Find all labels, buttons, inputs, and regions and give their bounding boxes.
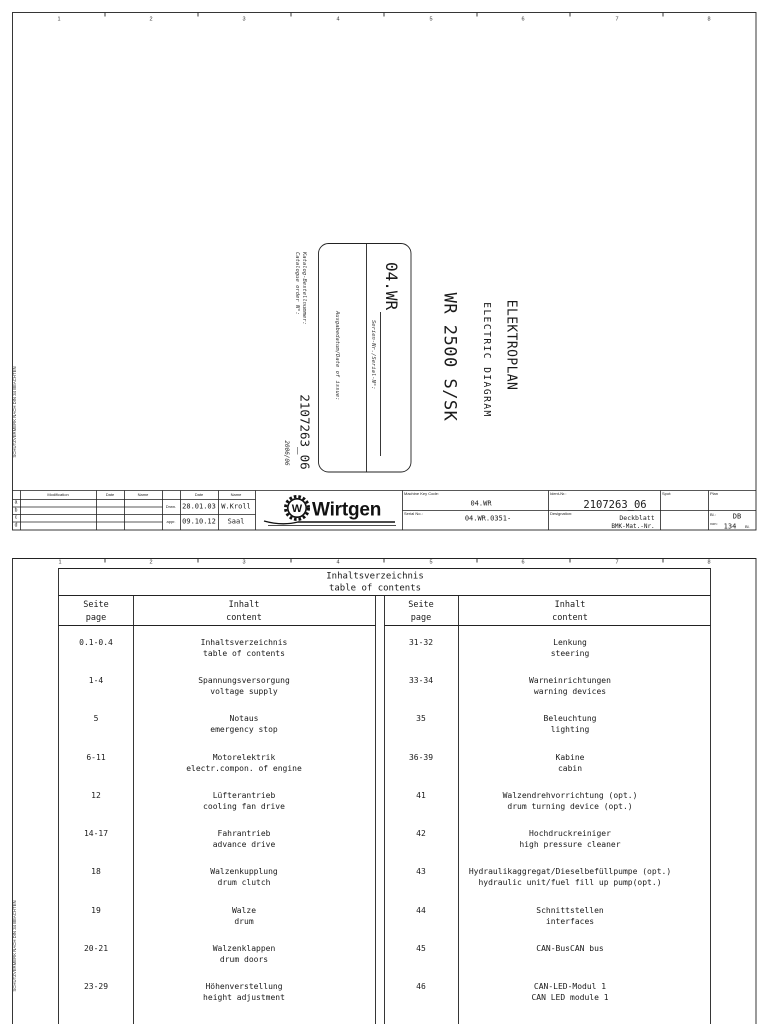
drawn-date: 28.01.03 xyxy=(182,502,216,511)
toc-right-title-de: CAN-LED-Modul 1 xyxy=(533,982,607,991)
column-number: 6 xyxy=(521,559,525,566)
column-number: 5 xyxy=(429,559,433,566)
toc-left-title-de: Walze xyxy=(231,906,257,915)
toc-left-title-de: Spannungsversorgung xyxy=(198,676,290,685)
header-content-de: Inhalt xyxy=(554,599,586,610)
column-number: 7 xyxy=(615,16,619,23)
cover-model: WR 2500 S/SK xyxy=(439,292,460,422)
approval-header-date: Date xyxy=(194,492,204,497)
of-label: von: xyxy=(710,521,718,526)
column-number: 4 xyxy=(336,559,340,566)
revision-row-letter: b xyxy=(14,507,18,513)
plan-label: Plan xyxy=(710,491,719,496)
cover-subtitle: ELECTRIC DIAGRAM xyxy=(480,302,492,418)
revision-row-letter: d xyxy=(14,522,18,529)
toc-left-title-de: Lüfterantrieb xyxy=(212,791,276,800)
revision-header-modification: Modification xyxy=(47,492,69,497)
designation-sub-value: BMK-Mat.-Nr. xyxy=(611,523,655,530)
toc-right-title-de: Walzendrehvorrichtung (opt.) xyxy=(502,791,638,800)
machine-key-value: 04.WR xyxy=(470,499,492,508)
column-number: 3 xyxy=(242,16,246,23)
toc-left-title-de: Motorelektrik xyxy=(212,753,276,762)
serial-label: Serial No.: xyxy=(404,511,423,516)
toc-right-page: 43 xyxy=(416,867,426,876)
revision-header-name: Name xyxy=(137,492,149,497)
toc-right-title-en: steering xyxy=(550,649,590,658)
toc-right-title-en: high pressure cleaner xyxy=(519,840,621,849)
drawn-name: W.Kroll xyxy=(221,502,251,511)
approved-label: appr. xyxy=(166,519,176,524)
revision-row-letter: c xyxy=(14,514,18,521)
toc-right-title-en: hydraulic unit/fuel fill up pump(opt.) xyxy=(478,878,662,887)
toc-left-page: 14-17 xyxy=(83,829,109,838)
toc-right-page: 33-34 xyxy=(408,676,434,685)
column-number: 1 xyxy=(58,559,62,566)
column-number: 6 xyxy=(521,16,525,23)
toc-right-title-de: Lenkung xyxy=(553,638,587,647)
logo-wordmark: Wirtgen xyxy=(312,499,382,521)
toc-right-title-en: warning devices xyxy=(533,687,607,696)
cover-catalogue-number: 2107263_06 xyxy=(297,394,313,470)
cover-issue-label: Ausgabedatum/Date of issue: xyxy=(333,311,340,401)
toc-left-title-en: voltage supply xyxy=(210,687,278,696)
header-page-en: page xyxy=(85,612,107,623)
approval-header-name: Name xyxy=(230,492,242,497)
approved-name: Saal xyxy=(227,517,245,526)
cover-title: ELEKTROPLAN xyxy=(503,299,519,391)
ident-value: 2107263_06 xyxy=(583,498,647,511)
toc-left-page: 5 xyxy=(93,714,99,723)
toc-left-page: 6-11 xyxy=(86,753,106,762)
header-page-de: Seite xyxy=(83,599,109,610)
cover-serial-label: Serien-Nr./Serial-N°: xyxy=(369,320,376,390)
toc-left-page: 12 xyxy=(91,791,101,800)
toc-right-page: 36-39 xyxy=(408,753,434,762)
protection-note: SCHUTZVERMERK NACH DIN 34 BEACHTEN xyxy=(11,366,17,458)
column-number: 1 xyxy=(57,16,61,23)
toc-title: Inhaltsverzeichnis xyxy=(326,571,424,582)
header-content-en: content xyxy=(226,612,262,623)
spot-label: Spot: xyxy=(662,491,672,496)
column-number: 2 xyxy=(149,16,153,23)
toc-right-page: 45 xyxy=(416,944,426,953)
cover-issue-date: 2006/06 xyxy=(283,440,290,466)
toc-right-title-en: cabin xyxy=(557,764,583,773)
toc-right-title-de: Beleuchtung xyxy=(543,714,597,723)
header-page-de: Seite xyxy=(408,599,434,610)
toc-left-title-en: height adjustment xyxy=(203,993,285,1002)
column-number: 5 xyxy=(429,16,433,23)
designation-value: Deckblatt xyxy=(619,513,655,522)
toc-left-page: 19 xyxy=(91,906,101,915)
toc-right-title-de: Kabine xyxy=(555,753,585,762)
serial-value: 04.WR.0351- xyxy=(464,514,512,523)
toc-right-page: 31-32 xyxy=(408,638,434,647)
toc-right-page: 46 xyxy=(416,982,426,991)
toc-left-title-en: drum clutch xyxy=(217,878,271,887)
toc-subtitle: table of contents xyxy=(328,583,422,594)
header-page-en: page xyxy=(410,612,432,623)
toc-right-page: 41 xyxy=(416,791,426,800)
toc-right-page: 42 xyxy=(416,829,426,838)
toc-left-title-de: Höhenverstellung xyxy=(205,982,283,991)
revision-header-date: Date xyxy=(105,492,115,497)
column-number: 7 xyxy=(615,559,619,566)
toc-right-page: 44 xyxy=(416,906,426,915)
column-number: 8 xyxy=(707,559,711,566)
toc-left-title-de: Fahrantrieb xyxy=(217,829,271,838)
logo-monogram: W xyxy=(291,503,303,515)
toc-left-title-en: advance drive xyxy=(212,840,276,849)
sheet-value: DB xyxy=(732,512,742,521)
toc-left-title-en: cooling fan drive xyxy=(203,802,285,811)
revision-row-letter: a xyxy=(14,499,18,506)
toc-right-title-de: Hochdruckreiniger xyxy=(529,829,611,838)
total-sheets-unit: Bl. xyxy=(745,524,750,529)
column-number: 4 xyxy=(336,16,340,23)
cover-machine-key: 04.WR xyxy=(382,262,401,311)
toc-left-title-en: electr.compon. of engine xyxy=(186,764,302,773)
toc-right-title-de: CAN-BusCAN bus xyxy=(536,944,604,953)
toc-right-title-en: lighting xyxy=(550,725,590,734)
cover-catalogue-label-en: Catalogue order N°: xyxy=(293,252,300,315)
toc-right-title-de: Hydraulikaggregat/Dieselbefüllpumpe (opt.) xyxy=(468,867,672,876)
toc-left-title-en: drum doors xyxy=(219,955,269,964)
header-content-de: Inhalt xyxy=(228,599,260,610)
column-number: 2 xyxy=(149,559,153,566)
toc-left-title-de: Inhaltsverzeichnis xyxy=(200,638,288,647)
column-number: 3 xyxy=(242,559,246,566)
toc-left-page: 23-29 xyxy=(83,982,109,991)
toc-right-title-de: Warneinrichtungen xyxy=(529,676,611,685)
toc-left-title-de: Notaus xyxy=(229,714,259,723)
toc-right-page: 35 xyxy=(416,714,426,723)
column-number: 8 xyxy=(707,16,711,23)
header-content-en: content xyxy=(552,612,588,623)
toc-left-page: 20-21 xyxy=(83,944,109,953)
approved-date: 09.10.12 xyxy=(182,517,216,526)
toc-right-title-en: drum turning device (opt.) xyxy=(507,802,633,811)
designation-label: Designation: xyxy=(550,511,573,516)
cover-catalogue-label-de: Katalog-Bestellnummer: xyxy=(300,252,307,325)
toc-left-title-en: table of contents xyxy=(203,649,285,658)
toc-left-page: 0.1-0.4 xyxy=(79,638,113,647)
total-sheets-value: 134 xyxy=(723,522,737,531)
toc-left-title-de: Walzenkupplung xyxy=(210,867,278,876)
toc-left-title-de: Walzenklappen xyxy=(212,944,276,953)
toc-left-title-en: drum xyxy=(234,917,254,926)
toc-left-title-en: emergency stop xyxy=(210,725,278,734)
machine-key-label: Machine Key Code: xyxy=(404,491,439,496)
drawn-label: Drwn. xyxy=(165,504,177,509)
protection-note: SCHUTZVERMERK NACH DIN 34 BEACHTEN xyxy=(11,900,17,992)
toc-right-title-en: CAN LED module 1 xyxy=(531,993,609,1002)
toc-left-page: 1-4 xyxy=(88,676,104,685)
toc-right-title-de: Schnittstellen xyxy=(536,906,604,915)
toc-left-page: 18 xyxy=(91,867,101,876)
sheet-label: Bl.: xyxy=(710,512,716,517)
toc-right-title-en: interfaces xyxy=(545,917,595,926)
ident-label: Ident-Nr.: xyxy=(550,491,567,496)
